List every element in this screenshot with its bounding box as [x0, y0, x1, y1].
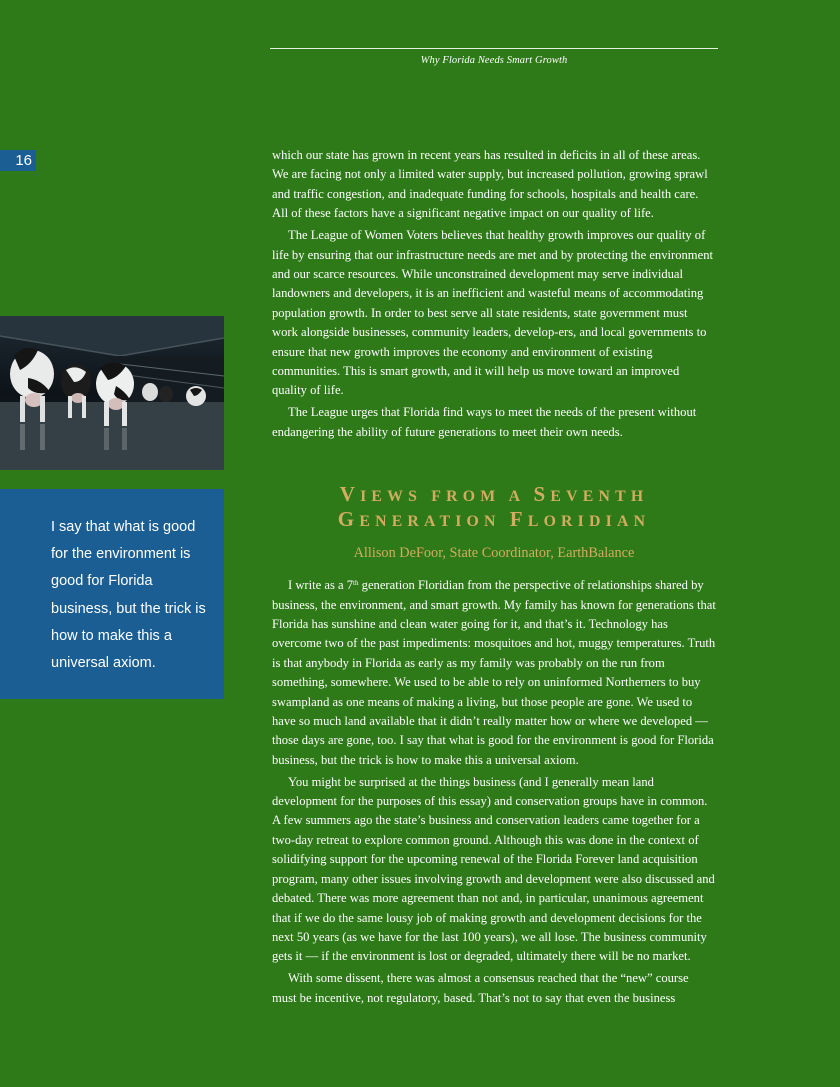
- main-column: [272, 146, 716, 1008]
- running-header: Why Florida Needs Smart Growth: [420, 55, 568, 66]
- page-number-badge: 16: [0, 150, 36, 171]
- pull-quote-text: I say that what is good for the environment is good for Florida business, but the trick is how to make this a universal axiom.: [51, 519, 206, 672]
- essay-paragraph: You might be surprised at the things business (and I generally mean land development for the purposes of this essay) and conservation groups have in common. A few summers ago the state’s business and conservation leaders came together for a two-day retreat to explore common ground. Although this was done in the context of solidifying support for the upcoming renewal of the Florida Forever land acquisition program, many other issues involving growth and development were also discussed and debated. There was more agreement than not and, in particular, unanimous agreement that if we do the same lousy job of making growth and development decisions for the next 50 years (as we have for the last 100 years), we all lose. The business community gets it — if the environment is lost or degraded, ultimately there will be no market.: [272, 774, 715, 964]
- body-paragraph: The League of Women Voters believes that healthy growth improves our quality of life by ensuring that our infrastructure needs are met and by protecting the environment and our scarce resources. While unconstrained development may serve individual landowners and developers, it is an inefficient and wasteful means of accommodating population growth. In order to best serve all state residents, state government must work alongside businesses, community leaders, develop-ers, and local governments to ensure that new growth improves the economy and environment of existing communities. This is smart growth, and it will help us move toward an improved quality of life.: [272, 228, 713, 398]
- dairy-cows-illustration: [0, 316, 224, 470]
- dairy-cows-photo: [0, 316, 224, 470]
- pull-quote-box: [0, 489, 224, 699]
- header-rule: [270, 48, 718, 49]
- body-paragraph: The League urges that Florida find ways to meet the needs of the present without endangering the ability of future generations to meet their own needs.: [272, 405, 697, 439]
- section-heading: VIEWS FROM A SEVENTH GENERATION FLORIDIAN: [337, 482, 651, 532]
- essay-paragraph: I write as a 7th generation Floridian from the perspective of relationships shared by business, the environment, and smart growth. My family has known for generations that Florida has sunshine and clean water going for it, and that’s it. Technology has overcome two of the past impediments: mosquitoes and hot, muggy temperatures. Truth is that anybody in Florida as early as my family was probably on the run from something, somewhere. We used to be able to rely on uninformed Northerners to buy swampland as one means of making a living, but those people are gone. We used to have so much land available that it didn’t really matter how or where we developed — those days are gone, too. I say that what is good for the environment is good for Florida business, but the trick is how to make this a universal axiom.: [272, 578, 716, 767]
- body-paragraph: which our state has grown in recent years has resulted in deficits in all of these areas. We are facing not only a limited water supply, but increased pollution, growing sprawl and traffic congestion, and inadequate funding for schools, hospitals and health care. All of these factors have a significant negative impact on our quality of life.: [272, 148, 708, 221]
- essay-paragraph: With some dissent, there was almost a consensus reached that the “new” course must be incentive, not regulatory, based. That’s not to say that even the business: [272, 971, 689, 1005]
- byline: Allison DeFoor, State Coordinator, EarthBalance: [353, 545, 635, 562]
